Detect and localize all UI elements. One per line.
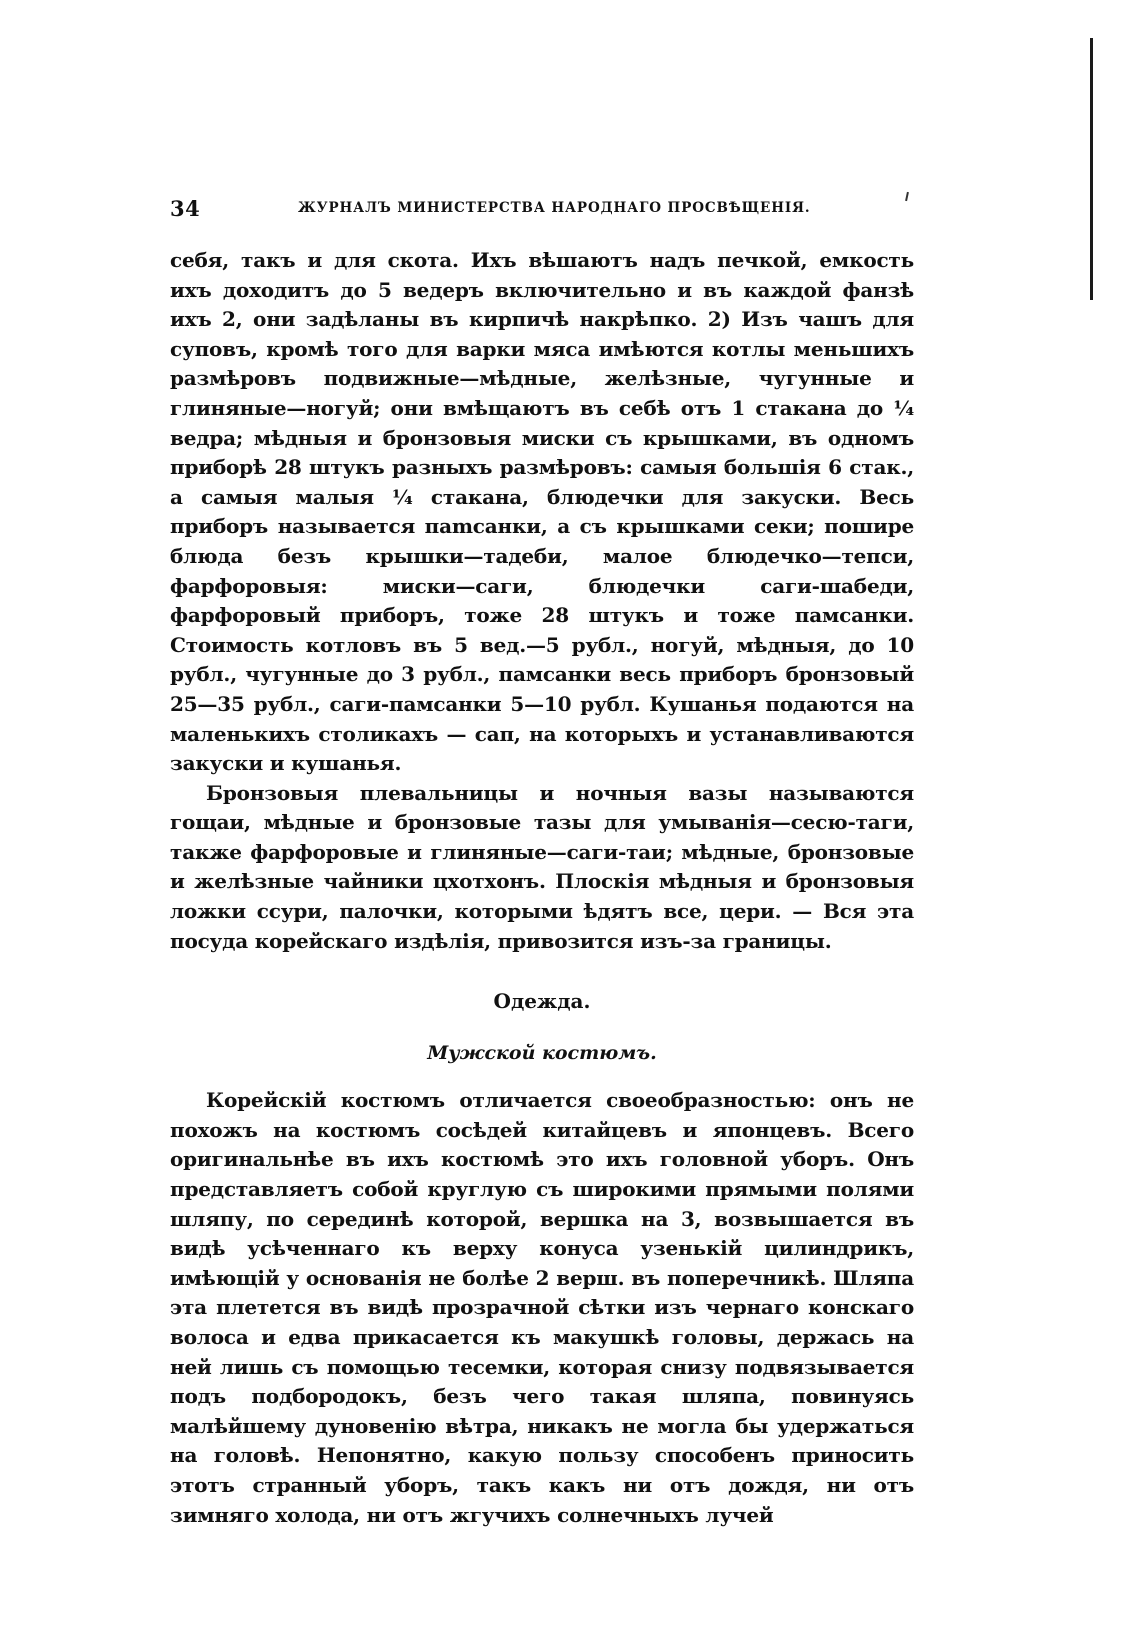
running-head [170, 196, 910, 226]
body-text [170, 246, 914, 1530]
paragraph-tableware: Бронзовыя плевальницы и ночныя вазы называются гощаи, мѣдные и бронзовые тазы для умыванія—сесю-таги, также фарфоровые и глиняные—саги-таи; мѣдные, бронзовые и желѣзные чайники цхотхонъ. Плоскія мѣдныя и бронзовыя ложки ссури, палочки, которыми ѣдятъ все, цери. — Вся эта посуда корейскаго издѣлія, привозится изъ-за границы. [170, 780, 914, 953]
section-heading: Одежда. [493, 989, 591, 1014]
journal-title: ЖУРНАЛЪ МИНИСТЕРСТВА НАРОДНАГО ПРОСВѢЩЕНІЯ. [298, 200, 811, 216]
paragraph-continued: себя, такъ и для скота. Ихъ вѣшаютъ надъ печкой, емкость ихъ доходитъ до 5 ведеръ включительно и въ каждой фанзѣ ихъ 2, они задѣланы въ кирпичѣ накрѣпко. 2) Изъ чашъ для суповъ, кромѣ того для варки мяса имѣются котлы меньшихъ размѣровъ подвижные—мѣдные, желѣзные, чугунные и глиняные—ногуй; они вмѣщаютъ въ себѣ отъ 1 стакана до ¼ ведра; мѣдныя и бронзовыя миски съ крышками, въ одномъ приборѣ 28 штукъ разныхъ размѣровъ: самыя большія 6 стак., а самыя малыя ¼ стакана, блюдечки для закуски. Весь приборъ называется пamсанки, а съ крышками секи; пошире блюда безъ крышки—тадеби, малое блюдечко—тепси, фарфоровыя: миски—саги, блюдечки саги-шабеди, фарфоровый приборъ, тоже 28 штукъ и тоже памсанки. Стоимость котловъ въ 5 вед.—5 рубл., ногуй, мѣдныя, до 10 рубл., чугунные до 3 рубл., памсанки весь приборъ бронзовый 25—35 рубл., саги-памсанки 5—10 рубл. Кушанья подаются на маленькихъ столикахъ — сап, на которыхъ и устанавливаются закуски и кушанья. [170, 248, 914, 776]
page-number: 34 [170, 196, 201, 221]
section-subheading: Мужской костюмъ. [427, 1042, 657, 1065]
paragraph-costume: Корейскій костюмъ отличается своеобразностью: онъ не похожъ на костюмъ сосѣдей китайцевъ и японцевъ. Всего оригинальнѣе въ ихъ костюмѣ это ихъ головной уборъ. Онъ представляетъ собой круглую съ широкими прямыми полями шляпу, по серединѣ которой, вершка на 3, возвышается въ видѣ усѣченнаго къ верху конуса узенькій цилиндрикъ, имѣющій у основанія не болѣе 2 верш. въ поперечникѣ. Шляпа эта плетется въ видѣ прозрачной сѣтки изъ чернаго конскаго волоса и едва прикасается къ макушкѣ головы, держась на ней лишь съ помощью тесемки, которая снизу подвязывается подъ подбородокъ, безъ чего такая шляпа, повинуясь малѣйшему дуновенію вѣтра, никакъ не могла бы удержаться на головѣ. Непонятно, какую пользу способенъ приносить этотъ странный уборъ, такъ какъ ни отъ дождя, ни отъ зимняго холода, ни отъ жгучихъ солнечныхъ лучей [170, 1088, 914, 1527]
scan-edge-line [1090, 38, 1093, 300]
